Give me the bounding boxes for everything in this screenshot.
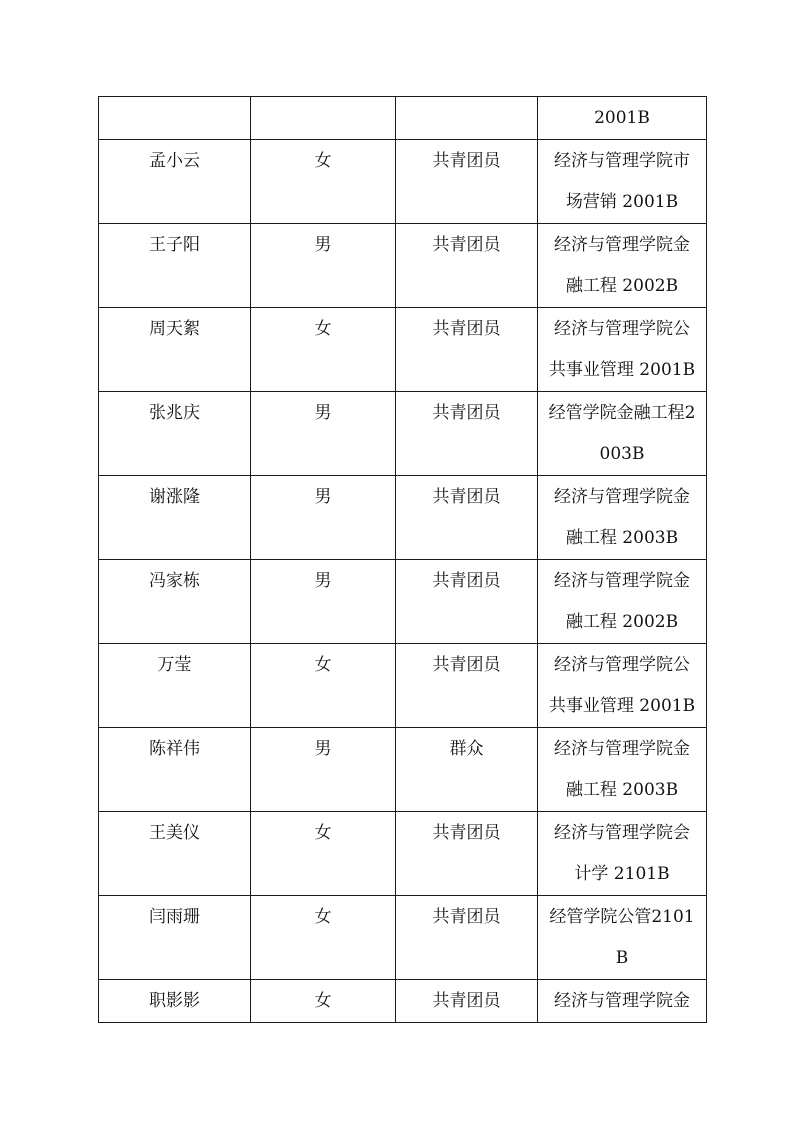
political-status-cell: 共青团员 xyxy=(396,896,538,980)
name-cell: 周天絮 xyxy=(99,308,251,392)
table-row xyxy=(99,644,707,728)
table-row xyxy=(99,980,707,1023)
gender-cell: 男 xyxy=(251,224,396,308)
name-cell: 闫雨珊 xyxy=(99,896,251,980)
major-text: 经济与管理学院金融工程 2002B xyxy=(554,235,690,296)
name-cell: 职影影 xyxy=(99,980,251,1023)
name-cell: 陈祥伟 xyxy=(99,728,251,812)
name-cell: 冯家栋 xyxy=(99,560,251,644)
major-cell xyxy=(538,728,707,812)
member-roster-table xyxy=(98,96,707,1023)
gender-cell: 女 xyxy=(251,140,396,224)
gender-cell: 男 xyxy=(251,392,396,476)
gender-cell: 女 xyxy=(251,308,396,392)
name-cell: 王子阳 xyxy=(99,224,251,308)
political-status-cell: 共青团员 xyxy=(396,224,538,308)
table-row xyxy=(99,728,707,812)
major-text: 经济与管理学院金融工程 2002B xyxy=(554,571,690,632)
name-cell: 谢涨隆 xyxy=(99,476,251,560)
gender-cell: 女 xyxy=(251,896,396,980)
table-row xyxy=(99,392,707,476)
major-text: 经济与管理学院金融工程 2003B xyxy=(554,739,690,800)
political-status-cell: 共青团员 xyxy=(396,980,538,1023)
gender-cell: 男 xyxy=(251,728,396,812)
major-cell xyxy=(538,140,707,224)
major-text: 2001B xyxy=(594,108,650,128)
major-text: 经济与管理学院金融工程 2003B xyxy=(554,487,690,548)
political-status-cell: 共青团员 xyxy=(396,392,538,476)
gender-cell: 男 xyxy=(251,560,396,644)
political-status-cell: 共青团员 xyxy=(396,140,538,224)
gender-cell: 女 xyxy=(251,812,396,896)
political-status-cell: 共青团员 xyxy=(396,812,538,896)
political-status-cell: 共青团员 xyxy=(396,644,538,728)
major-cell xyxy=(538,896,707,980)
gender-cell: 男 xyxy=(251,476,396,560)
name-cell: 孟小云 xyxy=(99,140,251,224)
major-text: 经济与管理学院会计学 2101B xyxy=(554,823,690,884)
table-row xyxy=(99,812,707,896)
table-row xyxy=(99,476,707,560)
major-cell xyxy=(538,812,707,896)
major-cell xyxy=(538,644,707,728)
table-row xyxy=(99,224,707,308)
major-cell xyxy=(538,980,707,1023)
major-text: 经济与管理学院公共事业管理 2001B xyxy=(548,655,696,716)
major-cell xyxy=(538,224,707,308)
name-cell xyxy=(99,97,251,140)
table-row xyxy=(99,97,707,140)
name-cell: 王美仪 xyxy=(99,812,251,896)
political-status-cell: 群众 xyxy=(396,728,538,812)
gender-cell: 女 xyxy=(251,980,396,1023)
political-status-cell: 共青团员 xyxy=(396,476,538,560)
major-text: 经济与管理学院金 xyxy=(554,991,690,1011)
major-cell xyxy=(538,560,707,644)
table-row xyxy=(99,896,707,980)
name-cell: 万莹 xyxy=(99,644,251,728)
table-row xyxy=(99,308,707,392)
political-status-cell: 共青团员 xyxy=(396,308,538,392)
major-cell xyxy=(538,392,707,476)
major-cell xyxy=(538,308,707,392)
gender-cell: 女 xyxy=(251,644,396,728)
political-status-cell: 共青团员 xyxy=(396,560,538,644)
major-text: 经管学院公管2101B xyxy=(549,907,695,968)
major-text: 经济与管理学院公共事业管理 2001B xyxy=(548,319,696,380)
table-row xyxy=(99,560,707,644)
table-row xyxy=(99,140,707,224)
major-text: 经管学院金融工程2003B xyxy=(548,403,696,464)
major-text: 经济与管理学院市场营销 2001B xyxy=(554,151,690,212)
name-cell: 张兆庆 xyxy=(99,392,251,476)
political-status-cell xyxy=(396,97,538,140)
major-cell xyxy=(538,476,707,560)
major-cell xyxy=(538,97,707,140)
gender-cell xyxy=(251,97,396,140)
